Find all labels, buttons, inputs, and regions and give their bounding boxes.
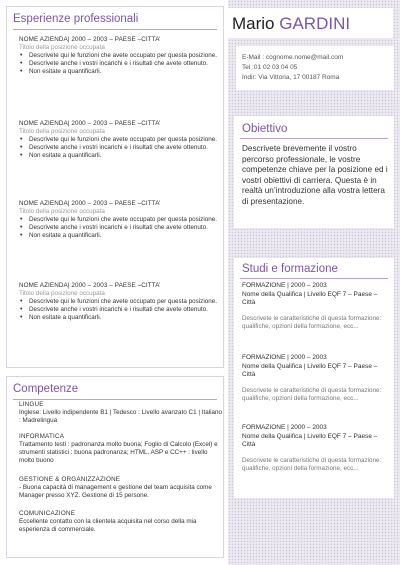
job-bullet: • Descrivete anche i vostri incarichi e i risultati che avete ottenuto. (19, 224, 223, 232)
job-bullet: • Descrivete qui le funzioni che avete occupato per questa posizione. (19, 136, 223, 144)
job-bullet: • Descrivete anche i vostri incarichi e i risultati che avete ottenuto. (19, 60, 223, 68)
last-name: GARDINI (279, 14, 351, 33)
education-description: Descrivete le caratteristiche di questa formazione: qualifiche, opzioni della formazione, ecc... (242, 314, 382, 330)
full-name (232, 14, 350, 34)
job-bullet: • Descrivete qui le funzioni che avete occupato per questa posizione. (19, 216, 223, 224)
education-item (242, 282, 390, 332)
education-item (242, 424, 390, 474)
skill-block-communication (19, 510, 223, 534)
job-bullets (19, 52, 223, 76)
education-heading: FORMAZIONE | 2000 – 2003 (242, 282, 327, 289)
education-description: Descrivete le caratteristiche di questa formazione: qualifiche, opzioni della formazione, ecc... (242, 386, 382, 402)
job-entry (19, 36, 223, 76)
skill-block-it (19, 433, 223, 465)
skill-heading: INFORMATICA (19, 433, 65, 440)
skill-heading: COMUNICAZIONE (19, 510, 76, 517)
job-bullet: • Non esitate a quantificarli. (19, 68, 223, 76)
education-item (242, 354, 390, 404)
experience-title: Esperienze professionali (13, 13, 139, 25)
skill-block-management (19, 476, 223, 500)
skill-text: - Buona capacità di management e gestione del team acquisita come Manager presso XYZ. Gestione di 15 persone. (19, 484, 212, 499)
skill-text: Trattamento testi : padronanza molto buona; Foglio di Calcolo (Excel) e strumenti statistici : buona padronanza; HTML, ASP e CC++ : livello molto buono (19, 441, 218, 464)
skill-block-languages (19, 401, 223, 425)
education-title: Studi e formazione (242, 263, 338, 275)
contact-address: Indir: Via Vittoria, 17 00187 Roma (242, 74, 340, 81)
job-bullet: • Descrivete anche i vostri incarichi e i risultati che avete ottenuto. (19, 144, 223, 152)
objective-section (234, 116, 394, 228)
objective-text: Descrivete brevemente il vostro percorso professionale, le vostre competenze chiave per la posizione ed i vostri obiettivi di carriera. Questa è in realtà un’introduzione alla vostra lettera di presentazione. (242, 144, 388, 206)
skills-rule (13, 399, 217, 400)
job-role: Titolo della posizione occupata (19, 290, 105, 297)
job-bullet: • Descrivete qui le funzioni che avete occupato per questa posizione. (19, 52, 223, 60)
education-description: Descrivete le caratteristiche di questa formazione: qualifiche, opzioni della formazione, ecc... (242, 456, 382, 472)
education-section (234, 258, 394, 498)
education-heading: FORMAZIONE | 2000 – 2003 (242, 354, 327, 361)
skill-text: Inglese: Livello indipendente B1 | Tedesco : Livello avanzato C1 | Italiano : Madrelingua (19, 409, 223, 424)
objective-title: Obiettivo (242, 123, 288, 135)
name-header (228, 8, 393, 38)
skill-heading: LINGUE (19, 401, 44, 408)
first-name: Mario (232, 14, 275, 33)
skills-section (6, 376, 224, 558)
job-entry (19, 200, 223, 240)
education-qualification: Nome della Qualifica | Livello EQF 7 – Paese – Città (242, 362, 378, 378)
education-qualification: Nome della Qualifica | Livello EQF 7 – Paese – Città (242, 290, 378, 306)
job-bullets (19, 136, 223, 160)
skills-title: Competenze (13, 383, 79, 395)
job-role: Titolo della posizione occupata (19, 208, 105, 215)
skill-text: Eccellente contatto con la clientela acquisita nel corso della mia esperienza di commerciale. (19, 518, 197, 533)
job-bullet: • Descrivete qui le funzioni che avete occupato per questa posizione. (19, 298, 223, 306)
job-role: Titolo della posizione occupata (19, 44, 105, 51)
job-entry (19, 120, 223, 160)
job-bullet: • Non esitate a quantificarli. (19, 232, 223, 240)
job-company: NOME AZIENDA| 2000 – 2003 – PAESE –CITTA’ (19, 282, 161, 289)
job-company: NOME AZIENDA| 2000 – 2003 – PAESE –CITTA’ (19, 120, 161, 127)
job-bullet: • Descrivete anche i vostri incarichi e i risultati che avete ottenuto. (19, 306, 223, 314)
job-bullet: • Non esitate a quantificarli. (19, 314, 223, 322)
right-column (228, 0, 400, 565)
skill-heading: GESTIONE & ORGANIZZAZIONE (19, 476, 121, 483)
job-role: Titolo della posizione occupata (19, 128, 105, 135)
job-company: NOME AZIENDA| 2000 – 2003 – PAESE –CITTA’ (19, 36, 161, 43)
contact-email: E-Mail : cognome.nome@mail.com (242, 54, 344, 61)
education-qualification: Nome della Qualifica | Livello EQF 7 – Paese – Città (242, 432, 378, 448)
experience-section (6, 6, 224, 368)
education-rule (240, 278, 388, 279)
job-bullet: • Non esitate a quantificarli. (19, 152, 223, 160)
job-entry (19, 282, 223, 322)
experience-rule (13, 29, 217, 30)
job-company: NOME AZIENDA| 2000 – 2003 – PAESE –CITTA’ (19, 200, 161, 207)
job-bullets (19, 298, 223, 322)
contact-info (236, 46, 394, 90)
education-heading: FORMAZIONE | 2000 – 2003 (242, 424, 327, 431)
job-bullets (19, 216, 223, 240)
contact-phone: Tel :01 02 03 04 05 (242, 64, 298, 71)
